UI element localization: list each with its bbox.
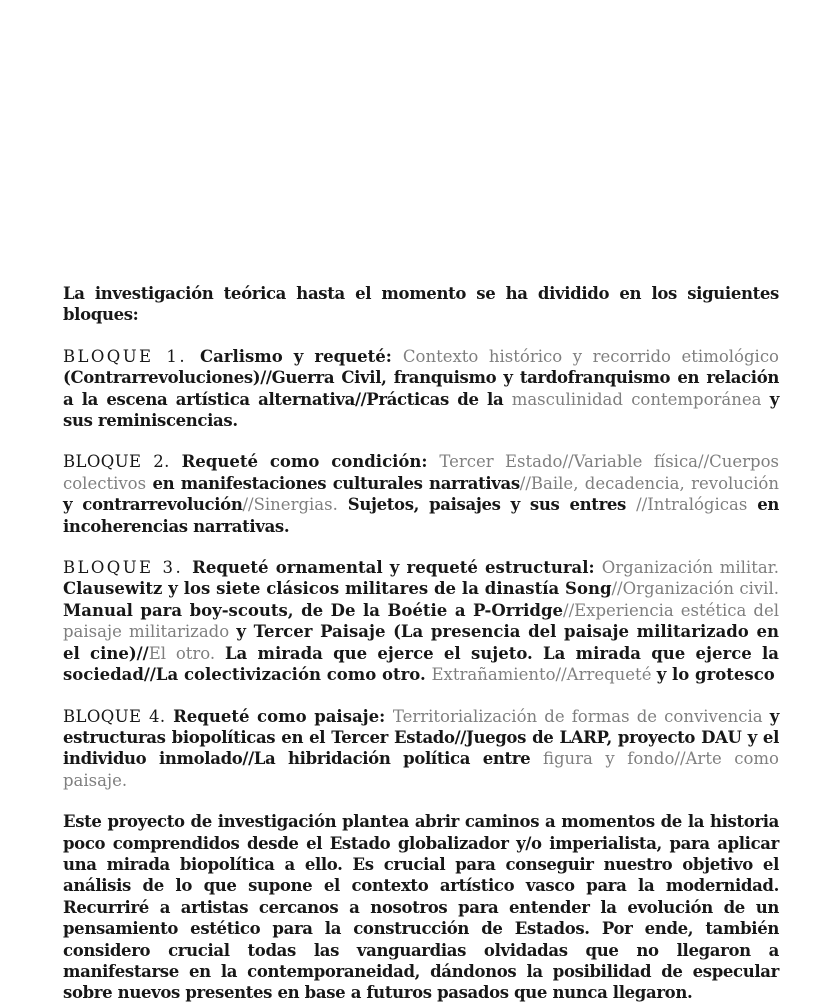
paragraph-bloque-4 — [63, 706, 779, 792]
text-run: y Tercer Paisaje (La presencia del paisaje militarizado en el cine)// — [63, 622, 779, 663]
text-run: Clausewitz y los siete clásicos militares de la dinastía Song — [63, 579, 612, 599]
text-run: figura y fondo//Arte como paisaje. — [63, 749, 779, 790]
text-run: BLOQUE 2. — [63, 452, 182, 472]
text-run: masculinidad contemporánea — [511, 389, 770, 409]
text-run: El otro. — [148, 643, 225, 663]
text-run: y sus reminiscencias. — [63, 389, 779, 431]
text-run: Tercer Estado//Variable física//Cuerpos colectivos — [63, 452, 780, 493]
text-run: La mirada que ejerce el sujeto. La mirada que ejerce la sociedad//La colectivización como otro. — [63, 643, 779, 685]
text-run: y lo grotesco — [656, 665, 775, 685]
text-run: y estructuras biopolíticas en el Tercer Estado//Juegos de LARP, proyecto DAU y el individuo inmolado//La hibridación política entre — [63, 706, 779, 769]
text-run: Carlismo y requeté: — [199, 346, 403, 366]
text-run: //Sinergias. — [242, 495, 348, 515]
text-run: Manual para boy-scouts, de De la Boétie a P-Orridge — [63, 600, 564, 620]
text-run: en manifestaciones culturales narrativas — [152, 473, 520, 493]
text-run: Organización militar. — [601, 558, 779, 578]
text-run: Territorialización de formas de convivencia — [392, 706, 770, 726]
text-run: Requeté ornamental y requeté estructural: — [192, 558, 602, 578]
text-run: //Organización civil. — [611, 579, 779, 599]
text-run: Requeté como paisaje: — [173, 706, 393, 726]
text-run: Este proyecto de investigación plantea abrir caminos a momentos de la historia poco comprendidos desde el Estado globalizador y/o imperialista, para aplicar una mirada biopolítica a ello. Es crucial para conseguir nuestro objetivo el análisis de lo que supone el contexto artístico vasco para la modernidad. Recurriré a artistas cercanos a nosotros para entender la evolución de un pensamiento estético para la construcción de Estados. Por ende, también considero crucial todas las vanguardias olvidadas que no llegaron a manifestarse en la contemporaneidad, dándonos la posibilidad de especular sobre nuevos presentes en base a futuros pasados que nunca llegaron. — [63, 812, 779, 1003]
text-run: //Experiencia estética del paisaje militarizado — [63, 600, 779, 642]
text-run: Contexto histórico y recorrido etimológico — [402, 346, 779, 366]
paragraph-closing — [63, 811, 779, 1004]
paragraph-bloque-1 — [63, 346, 779, 432]
text-run: Extrañamiento//Arrequeté — [431, 665, 657, 685]
text-run: BLOQUE 3. — [63, 558, 193, 578]
paragraph-intro — [63, 283, 779, 326]
text-run: //Intralógicas — [636, 495, 758, 515]
text-run: en incoherencias narrativas. — [63, 495, 780, 536]
document-page — [63, 283, 779, 1004]
text-run: Sujetos, paisajes y sus entres — [347, 495, 637, 515]
text-run: //Baile, decadencia, revolución — [519, 473, 779, 493]
paragraph-bloque-2 — [63, 451, 779, 537]
text-run: Requeté como condición: — [181, 452, 440, 472]
text-run: BLOQUE 4. — [63, 706, 174, 726]
text-run: BLOQUE 1. — [63, 346, 200, 366]
paragraph-bloque-3 — [63, 557, 779, 685]
text-run: (Contrarrevoluciones)//Guerra Civil, franquismo y tardofranquismo en relación a la escena artística alternativa//Prácticas de la — [63, 368, 779, 409]
text-run: La investigación teórica hasta el momento se ha dividido en los siguientes bloques: — [63, 284, 779, 325]
text-run: y contrarrevolución — [63, 495, 243, 515]
